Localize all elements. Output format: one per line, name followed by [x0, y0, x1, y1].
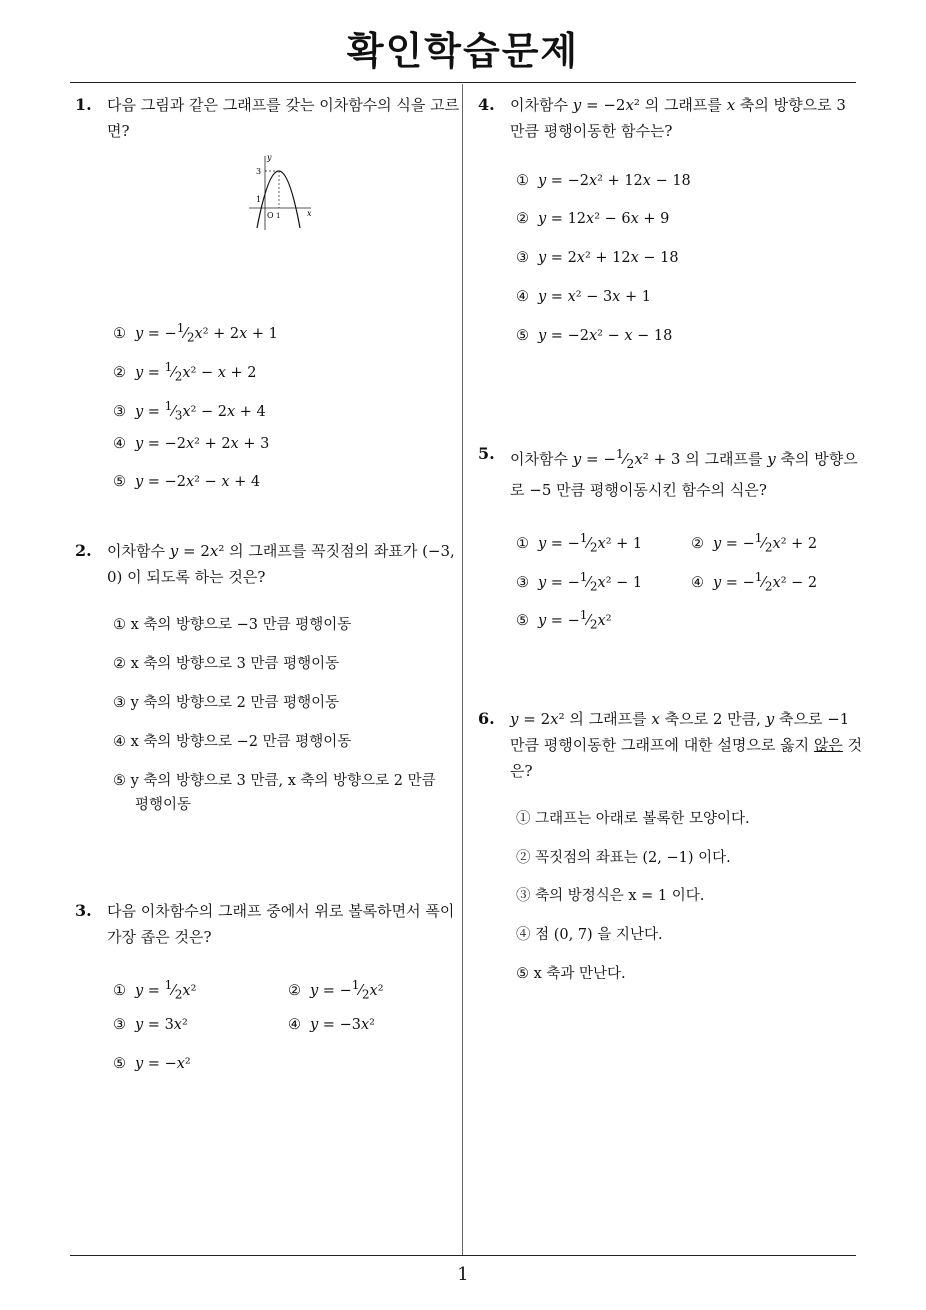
option-4[interactable]: ④ 점 (0, 7) 을 지난다. [516, 927, 663, 943]
question-1 [75, 92, 460, 490]
origin-label: O [267, 211, 274, 220]
parabola-graph [249, 154, 329, 234]
option-1[interactable]: ① $y = -^1⁄_2x^2 + 1$ [516, 531, 643, 555]
option-3[interactable]: ③ 축의 방정식은 x = 1 이다. [516, 888, 705, 904]
option-1[interactable]: ① x 축의 방향으로 −3 만큼 평행이동 [113, 617, 352, 633]
page-number: 1 [457, 1264, 469, 1285]
option-4[interactable]: ④ y = −3x² [288, 1017, 375, 1033]
question-5 [478, 441, 863, 632]
question-2 [75, 538, 460, 813]
question-3 [75, 898, 460, 1072]
question-4 [478, 92, 863, 344]
question-stem: 이차함수 y = −2x² 의 그래프를 x 축의 방향으로 3 만큼 평행이동한 함수는? [510, 96, 846, 140]
option-5[interactable]: ⑤ y = −2x² − x + 4 [113, 474, 261, 490]
top-rule [70, 82, 856, 83]
option-1[interactable]: ① $y = -^1⁄_2x^2 + 2x + 1$ [113, 321, 278, 345]
option-3[interactable]: ③ $y = ^1⁄_3x^2 - 2x + 4$ [113, 399, 266, 423]
question-stem: 이차함수 y = 2x² 의 그래프를 꼭짓점의 좌표가 (−3, 0) 이 되도록 하는 것은? [107, 542, 455, 586]
option-5[interactable]: ⑤ y 축의 방향으로 3 만큼, x 축의 방향으로 2 만큼 [113, 773, 436, 789]
question-6 [478, 706, 863, 982]
option-1[interactable]: ① 그래프는 아래로 볼록한 모양이다. [516, 811, 750, 827]
option-1[interactable]: ① y = −2x² + 12x − 18 [516, 173, 691, 189]
option-2[interactable]: ② x 축의 방향으로 3 만큼 평행이동 [113, 656, 340, 672]
question-number: 3. [75, 901, 92, 920]
option-4[interactable]: ④ y = −2x² + 2x + 3 [113, 436, 270, 452]
bottom-rule [70, 1255, 856, 1256]
tick-label-3: 3 [256, 167, 262, 176]
option-3[interactable]: ③ y = 2x² + 12x − 18 [516, 250, 679, 266]
y-axis-label: y [267, 154, 272, 162]
option-2[interactable]: ② y = 12x² − 6x + 9 [516, 211, 670, 227]
question-stem: 이차함수 $y = -^1⁄_2x^2 + 3$ 의 그래프를 y 축의 방향으로 −5 만큼 평행이동시킨 함수의 식은? [510, 446, 858, 499]
option-5-continuation: 평행이동 [135, 797, 192, 813]
option-3[interactable]: ③ y 축의 방향으로 2 만큼 평행이동 [113, 695, 340, 711]
question-stem: 다음 그림과 같은 그래프를 갖는 이차함수의 식을 고르면? [107, 96, 460, 140]
option-3[interactable]: ③ y = 3x² [113, 1017, 188, 1033]
option-2[interactable]: ② 꼭짓점의 좌표는 (2, −1) 이다. [516, 850, 731, 866]
page-title: 확인학습문제 [346, 29, 580, 73]
option-2[interactable]: ② $y = ^1⁄_2x^2 - x + 2$ [113, 360, 257, 384]
question-number: 6. [478, 709, 495, 728]
question-number: 2. [75, 541, 92, 560]
question-stem: 다음 이차함수의 그래프 중에서 위로 볼록하면서 폭이 가장 좁은 것은? [107, 902, 455, 946]
tick-label-1: 1 [256, 195, 262, 204]
option-4[interactable]: ④ $y = -^1⁄_2x^2 - 2$ [691, 570, 818, 594]
x-axis-label: x [307, 209, 312, 218]
option-4[interactable]: ④ x 축의 방향으로 −2 만큼 평행이동 [113, 734, 352, 750]
option-2[interactable]: ② $y = -^1⁄_2x^2 + 2$ [691, 531, 818, 555]
option-5[interactable]: ⑤ $y = -^1⁄_2x^2$ [516, 608, 612, 632]
column-divider [462, 84, 463, 1255]
option-2[interactable]: ② $y = -^1⁄_2x^2$ [288, 978, 384, 1002]
question-stem: y = 2x² 의 그래프를 x 축으로 2 만큼, y 축으로 −1 만큼 평행이동한 그래프에 대한 설명으로 옳지 않은 것은? [510, 710, 863, 780]
option-4[interactable]: ④ y = x² − 3x + 1 [516, 289, 651, 305]
option-5[interactable]: ⑤ x 축과 만난다. [516, 966, 626, 982]
option-5[interactable]: ⑤ y = −2x² − x − 18 [516, 328, 673, 344]
question-number: 5. [478, 444, 495, 463]
option-5[interactable]: ⑤ y = −x² [113, 1056, 191, 1072]
question-number: 1. [75, 95, 92, 114]
question-number: 4. [478, 95, 495, 114]
option-3[interactable]: ③ $y = -^1⁄_2x^2 - 1$ [516, 570, 643, 594]
option-1[interactable]: ① $y = ^1⁄_2x^2$ [113, 978, 197, 1002]
vertex-x-label: 1 [276, 212, 281, 220]
